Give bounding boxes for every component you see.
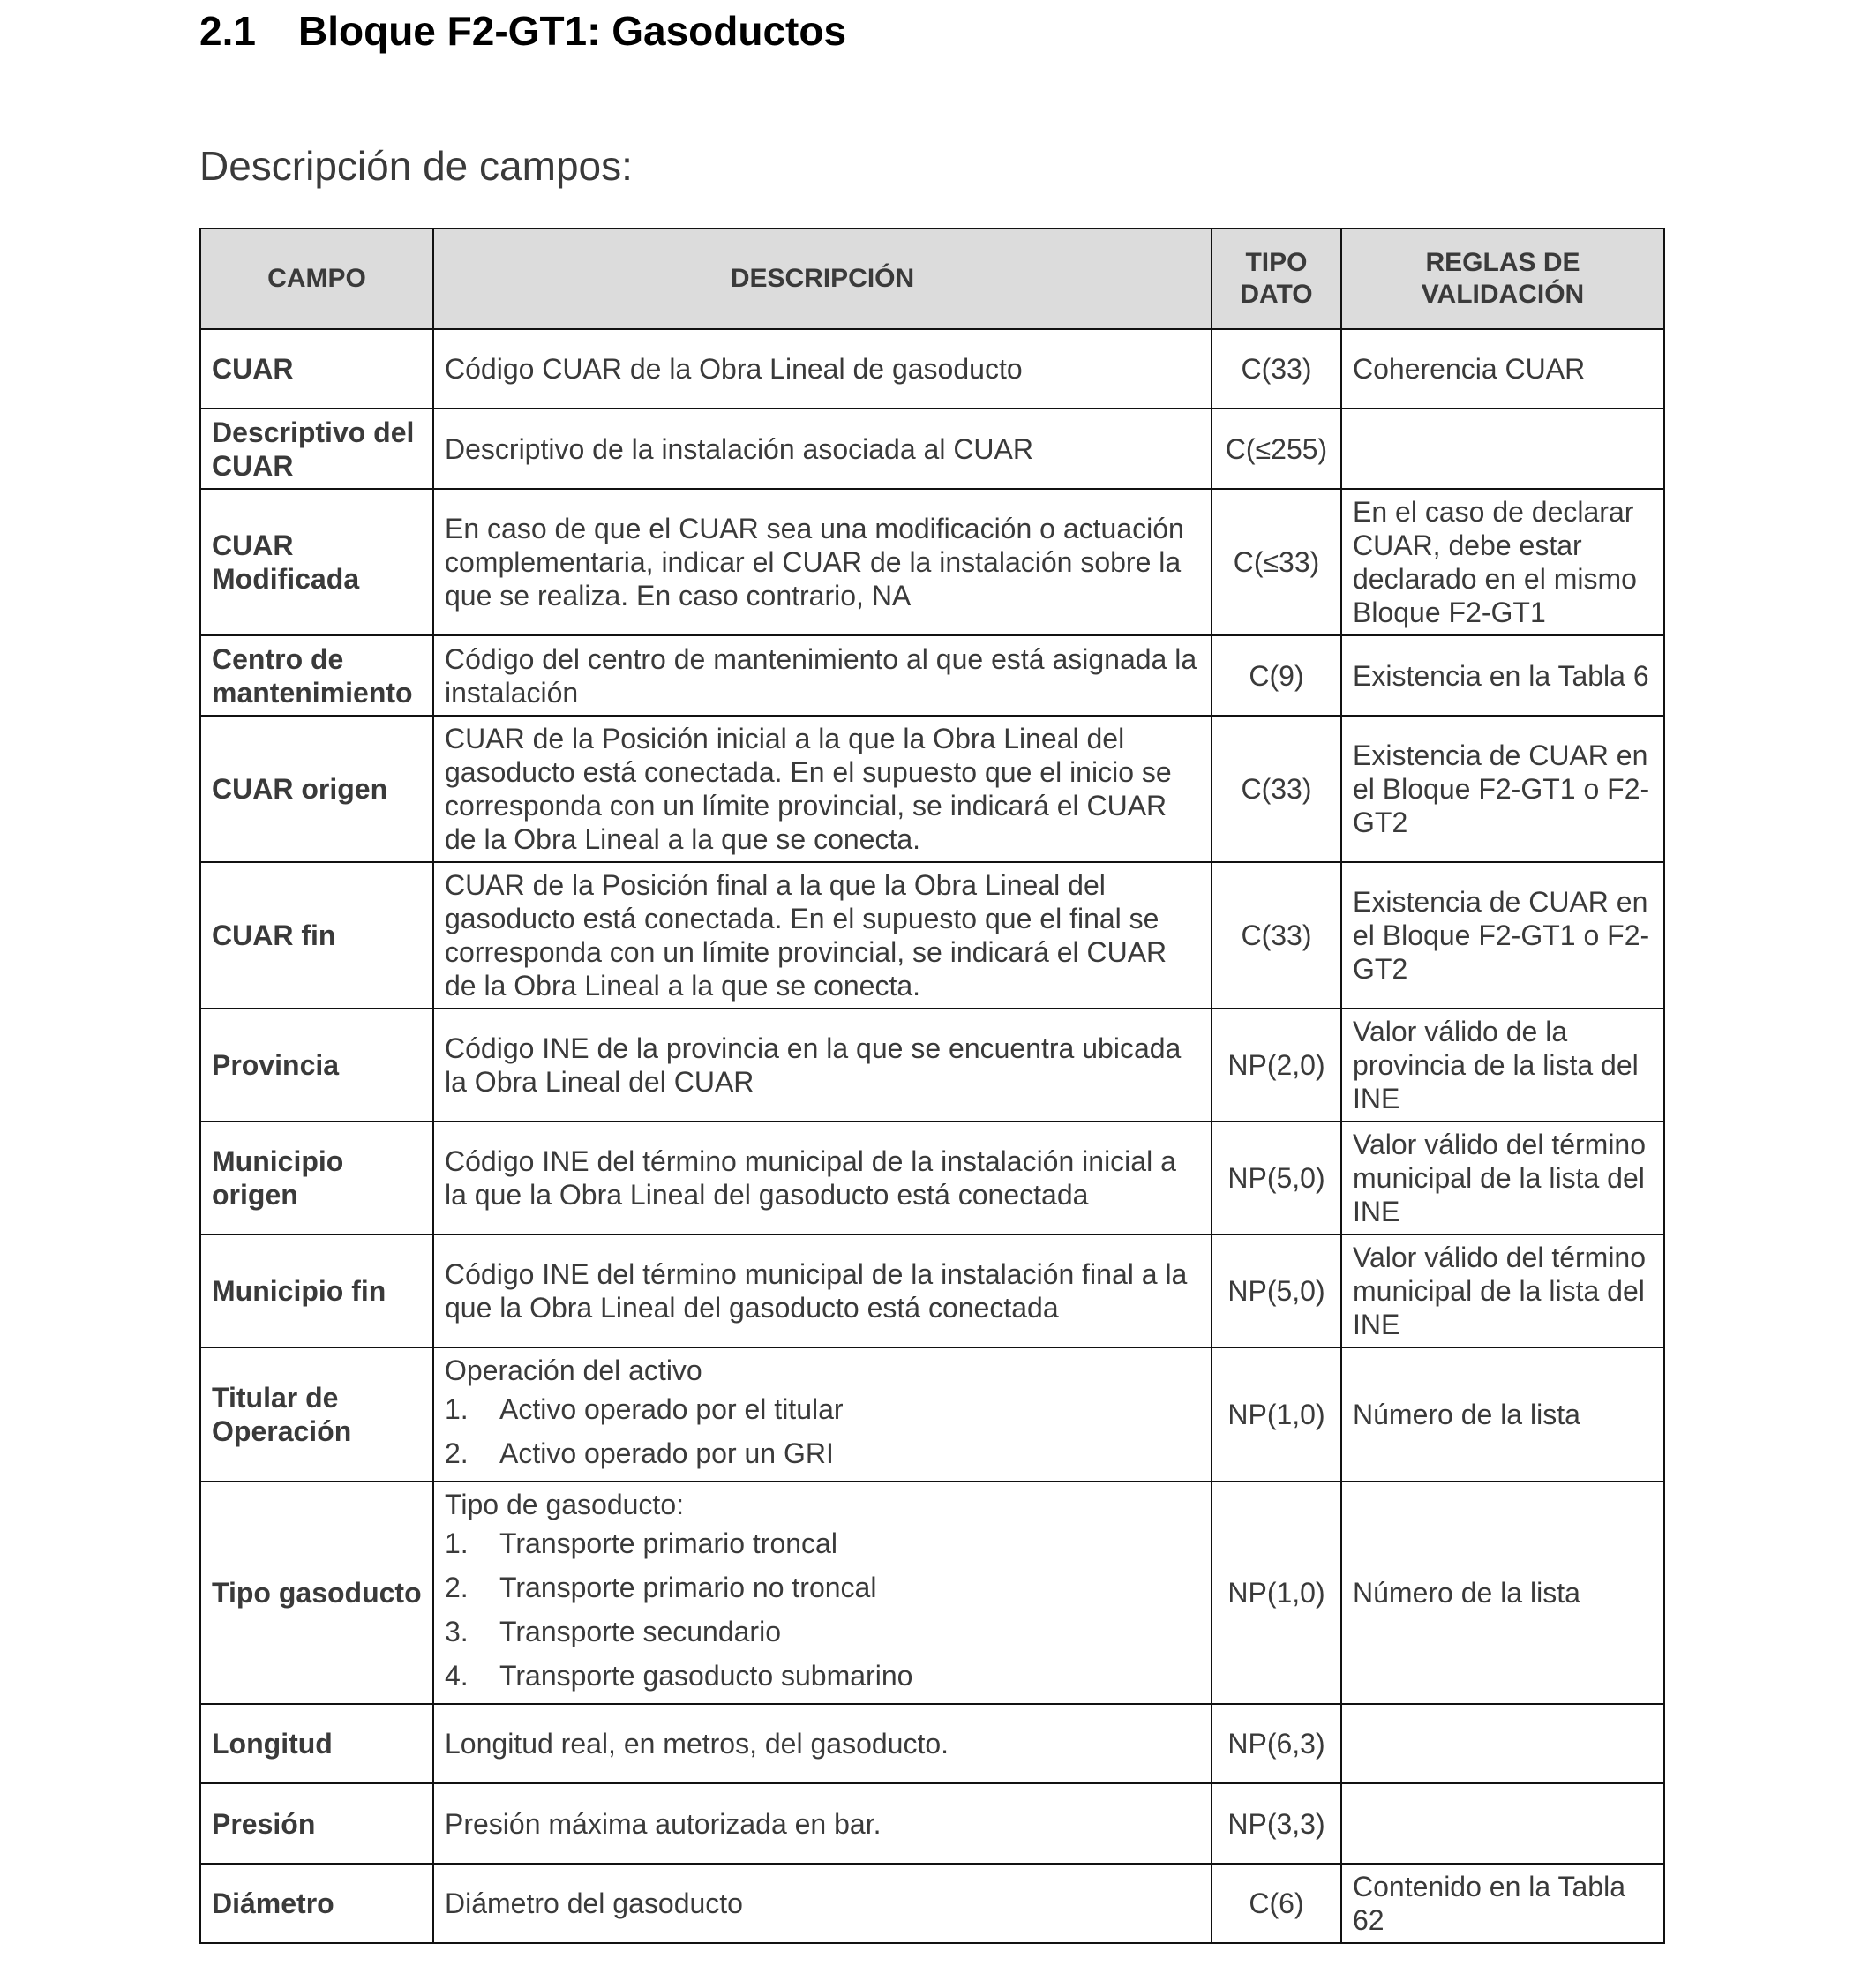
cell-tipo-dato: C(≤33) — [1212, 489, 1341, 635]
table-row — [200, 1704, 1664, 1783]
cell-tipo-dato: NP(1,0) — [1212, 1347, 1341, 1482]
cell-tipo-dato: C(33) — [1212, 329, 1341, 409]
cell-campo: Presión — [200, 1783, 433, 1864]
table-row — [200, 329, 1664, 409]
table-row — [200, 1234, 1664, 1347]
cell-campo: CUAR Modificada — [200, 489, 433, 635]
cell-campo: Centro de mantenimiento — [200, 635, 433, 716]
cell-campo: Provincia — [200, 1009, 433, 1122]
cell-descripcion: Código INE de la provincia en la que se encuentra ubicada la Obra Lineal del CUAR — [433, 1009, 1212, 1122]
numbered-list — [445, 1521, 1200, 1698]
cell-tipo-dato: NP(5,0) — [1212, 1234, 1341, 1347]
cell-campo: Descriptivo del CUAR — [200, 409, 433, 489]
table-row — [200, 635, 1664, 716]
list-item-number: 1. — [445, 1393, 469, 1425]
list-item-number: 4. — [445, 1660, 469, 1692]
cell-campo: Municipio origen — [200, 1122, 433, 1234]
cell-tipo-dato: C(6) — [1212, 1864, 1341, 1943]
cell-reglas-validacion: Valor válido del término municipal de la lista del INE — [1341, 1234, 1664, 1347]
list-item-number: 2. — [445, 1572, 469, 1603]
cell-reglas-validacion: Número de la lista — [1341, 1347, 1664, 1482]
cell-tipo-dato: NP(2,0) — [1212, 1009, 1341, 1122]
numbered-list — [445, 1387, 1200, 1475]
list-item — [445, 1431, 1200, 1475]
cell-descripcion: Diámetro del gasoducto — [433, 1864, 1212, 1943]
cell-campo: Tipo gasoducto — [200, 1482, 433, 1704]
list-item — [445, 1521, 1200, 1565]
description-intro: Operación del activo — [445, 1354, 702, 1386]
cell-descripcion: Código INE del término municipal de la instalación inicial a la que la Obra Lineal del gasoducto está conectada — [433, 1122, 1212, 1234]
description-intro: Tipo de gasoducto: — [445, 1489, 684, 1520]
cell-campo: CUAR fin — [200, 862, 433, 1009]
list-item-text: Transporte secundario — [499, 1616, 781, 1647]
table-row — [200, 1347, 1664, 1482]
cell-tipo-dato: NP(1,0) — [1212, 1482, 1341, 1704]
cell-reglas-validacion: Valor válido del término municipal de la lista del INE — [1341, 1122, 1664, 1234]
cell-tipo-dato: C(33) — [1212, 862, 1341, 1009]
table-row — [200, 1009, 1664, 1122]
cell-descripcion: Descriptivo de la instalación asociada al CUAR — [433, 409, 1212, 489]
cell-descripcion: Longitud real, en metros, del gasoducto. — [433, 1704, 1212, 1783]
cell-tipo-dato: NP(5,0) — [1212, 1122, 1341, 1234]
list-item-text: Transporte gasoducto submarino — [499, 1660, 913, 1692]
cell-descripcion: CUAR de la Posición final a la que la Obra Lineal del gasoducto está conectada. En el supuesto que el final se corresponda con un límite provincial, se indicará el CUAR de la Obra Lineal a la que se conecta. — [433, 862, 1212, 1009]
list-item — [445, 1654, 1200, 1698]
cell-reglas-validacion — [1341, 1783, 1664, 1864]
table-row — [200, 1783, 1664, 1864]
list-item-number: 3. — [445, 1616, 469, 1647]
cell-tipo-dato: NP(3,3) — [1212, 1783, 1341, 1864]
cell-campo: CUAR — [200, 329, 433, 409]
list-item-text: Activo operado por un GRI — [499, 1437, 834, 1469]
cell-reglas-validacion: Valor válido de la provincia de la lista del INE — [1341, 1009, 1664, 1122]
list-item-number: 1. — [445, 1527, 469, 1559]
cell-reglas-validacion: Existencia en la Tabla 6 — [1341, 635, 1664, 716]
cell-reglas-validacion: Existencia de CUAR en el Bloque F2-GT1 o F2-GT2 — [1341, 862, 1664, 1009]
list-item-text: Activo operado por el titular — [499, 1393, 844, 1425]
cell-campo: CUAR origen — [200, 716, 433, 862]
cell-descripcion: En caso de que el CUAR sea una modificación o actuación complementaria, indicar el CUAR de la instalación sobre la que se realiza. En caso contrario, NA — [433, 489, 1212, 635]
cell-descripcion: CUAR de la Posición inicial a la que la Obra Lineal del gasoducto está conectada. En el supuesto que el inicio se corresponda con un límite provincial, se indicará el CUAR de la Obra Lineal a la que se conecta. — [433, 716, 1212, 862]
section-number: 2.1 — [199, 8, 256, 54]
header-campo: CAMPO — [200, 229, 433, 329]
cell-reglas-validacion: Existencia de CUAR en el Bloque F2-GT1 o F2-GT2 — [1341, 716, 1664, 862]
cell-campo: Diámetro — [200, 1864, 433, 1943]
cell-reglas-validacion — [1341, 409, 1664, 489]
cell-tipo-dato: C(≤255) — [1212, 409, 1341, 489]
header-tipo-dato: TIPO DATO — [1212, 229, 1341, 329]
table-row — [200, 489, 1664, 635]
list-item — [445, 1610, 1200, 1654]
list-item-text: Transporte primario troncal — [499, 1527, 837, 1559]
cell-descripcion: Código INE del término municipal de la instalación final a la que la Obra Lineal del gasoducto está conectada — [433, 1234, 1212, 1347]
cell-reglas-validacion: Coherencia CUAR — [1341, 329, 1664, 409]
cell-campo: Titular de Operación — [200, 1347, 433, 1482]
table-row — [200, 1482, 1664, 1704]
table-row — [200, 1864, 1664, 1943]
list-item-text: Transporte primario no troncal — [499, 1572, 877, 1603]
cell-descripcion: Código del centro de mantenimiento al que está asignada la instalación — [433, 635, 1212, 716]
cell-reglas-validacion — [1341, 1704, 1664, 1783]
table-header-row — [200, 229, 1664, 329]
fields-table — [199, 228, 1665, 1944]
cell-campo: Longitud — [200, 1704, 433, 1783]
list-item — [445, 1387, 1200, 1431]
table-row — [200, 862, 1664, 1009]
cell-reglas-validacion: Contenido en la Tabla 62 — [1341, 1864, 1664, 1943]
cell-tipo-dato: C(9) — [1212, 635, 1341, 716]
table-row — [200, 1122, 1664, 1234]
cell-descripcion — [433, 1347, 1212, 1482]
cell-descripcion — [433, 1482, 1212, 1704]
cell-descripcion: Presión máxima autorizada en bar. — [433, 1783, 1212, 1864]
table-row — [200, 716, 1664, 862]
cell-tipo-dato: C(33) — [1212, 716, 1341, 862]
list-item — [445, 1565, 1200, 1610]
cell-campo: Municipio fin — [200, 1234, 433, 1347]
list-item-number: 2. — [445, 1437, 469, 1469]
cell-tipo-dato: NP(6,3) — [1212, 1704, 1341, 1783]
header-descripcion: DESCRIPCIÓN — [433, 229, 1212, 329]
section-title: Bloque F2-GT1: Gasoductos — [298, 8, 847, 54]
header-reglas-validacion: REGLAS DE VALIDACIÓN — [1341, 229, 1664, 329]
cell-reglas-validacion: En el caso de declarar CUAR, debe estar declarado en el mismo Bloque F2-GT1 — [1341, 489, 1664, 635]
cell-reglas-validacion: Número de la lista — [1341, 1482, 1664, 1704]
section-heading — [199, 0, 846, 62]
cell-descripcion: Código CUAR de la Obra Lineal de gasoducto — [433, 329, 1212, 409]
fields-subtitle: Descripción de campos: — [199, 143, 633, 189]
table-row — [200, 409, 1664, 489]
